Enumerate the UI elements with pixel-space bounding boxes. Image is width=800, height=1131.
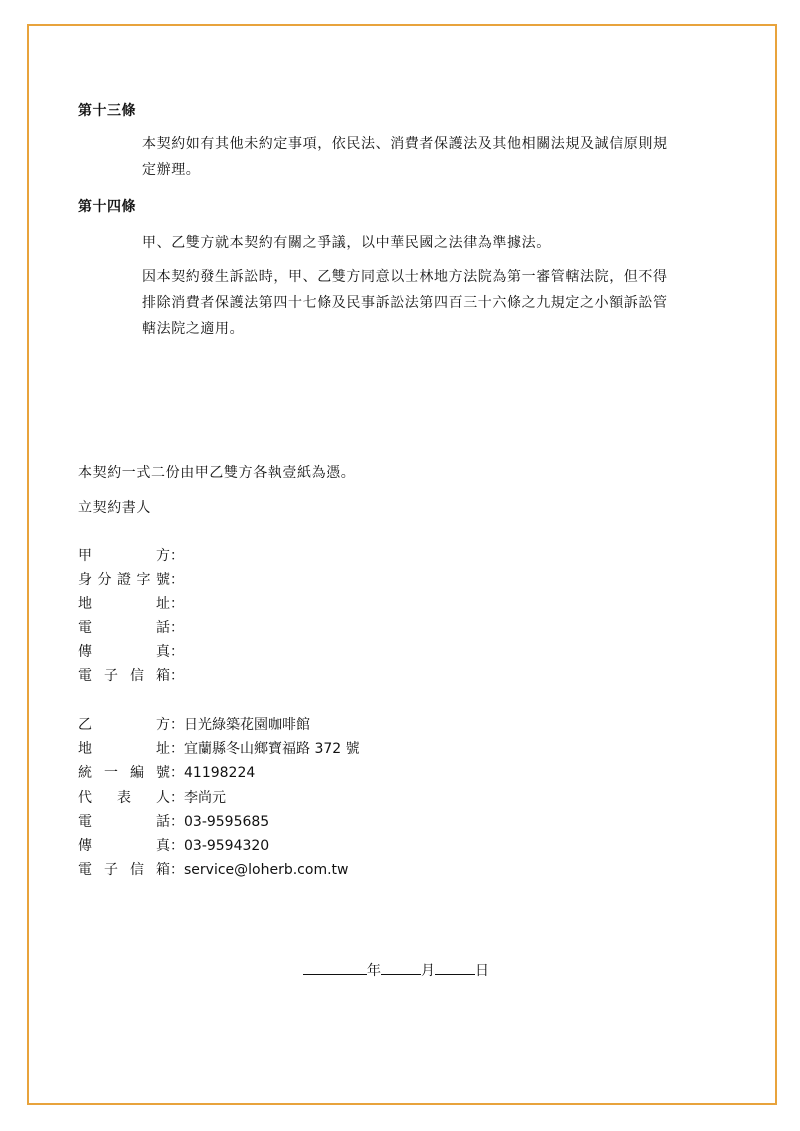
year-blank[interactable] bbox=[303, 958, 367, 975]
party-b-phone-label: 電話 bbox=[78, 814, 170, 830]
party-b-address-value: 宜蘭縣冬山鄉寶福路 372 號 bbox=[184, 741, 360, 757]
party-a-row-address bbox=[78, 592, 184, 616]
article-13-line-2: 定辦理。 bbox=[142, 162, 201, 178]
article-14-p2-line-1: 因本契約發生訴訟時，甲、乙雙方同意以士林地方法院為第一審管轄法院，但不得 bbox=[142, 269, 668, 285]
party-b-row-address bbox=[78, 737, 360, 761]
party-b-phone-value: 03-9595685 bbox=[184, 814, 270, 830]
party-a-row-id bbox=[78, 568, 184, 592]
party-a-phone-label: 電話 bbox=[78, 620, 170, 636]
party-b-fax-colon: ： bbox=[170, 838, 184, 854]
party-a-id-colon: ： bbox=[170, 572, 184, 588]
party-a-label: 甲方 bbox=[78, 548, 170, 564]
copies-statement: 本契約一式二份由甲乙雙方各執壹紙為憑。 bbox=[78, 465, 356, 481]
article-14-heading: 第十四條 bbox=[78, 199, 136, 215]
party-b-address-label: 地址 bbox=[78, 741, 170, 757]
party-b-value: 日光綠築花園咖啡館 bbox=[184, 717, 310, 733]
party-b-representative-label: 代表人 bbox=[78, 790, 170, 806]
party-a-row-fax bbox=[78, 640, 184, 664]
party-b-phone-colon: ： bbox=[170, 814, 184, 830]
party-b-representative-colon: ： bbox=[170, 790, 184, 806]
party-b-row-phone bbox=[78, 810, 269, 834]
article-14-p2-line-3: 轄法院之適用。 bbox=[142, 321, 245, 337]
party-b-address-colon: ： bbox=[170, 741, 184, 757]
party-a-address-colon: ： bbox=[170, 596, 184, 612]
article-14-p1-line-1: 甲、乙雙方就本契約有關之爭議，以中華民國之法律為準據法。 bbox=[142, 235, 551, 251]
party-b-tax-id-colon: ： bbox=[170, 765, 184, 781]
party-b-tax-id-label: 統一編號 bbox=[78, 765, 170, 781]
day-blank[interactable] bbox=[435, 958, 475, 975]
party-a-colon: ： bbox=[170, 548, 184, 564]
party-b-email-value: service@loherb.com.tw bbox=[184, 862, 349, 878]
article-13-line-1: 本契約如有其他未約定事項，依民法、消費者保護法及其他相關法規及誠信原則規 bbox=[142, 136, 668, 152]
party-b-colon: ： bbox=[170, 717, 184, 733]
party-a-fax-colon: ： bbox=[170, 644, 184, 660]
party-a-email-colon: ： bbox=[170, 668, 184, 684]
party-b-representative-value: 李尚元 bbox=[184, 790, 226, 806]
month-label: 月 bbox=[421, 963, 435, 979]
party-a-row-email bbox=[78, 664, 184, 688]
party-a-fax-label: 傳真 bbox=[78, 644, 170, 660]
party-a-row-party bbox=[78, 544, 184, 568]
party-a-phone-colon: ： bbox=[170, 620, 184, 636]
party-b-fax-value: 03-9594320 bbox=[184, 838, 270, 854]
year-label: 年 bbox=[367, 963, 381, 979]
party-b-row-tax-id bbox=[78, 761, 255, 785]
party-b-email-label: 電子信箱 bbox=[78, 862, 170, 878]
party-a-email-label: 電子信箱 bbox=[78, 668, 170, 684]
party-a-row-phone bbox=[78, 616, 184, 640]
party-b-row-party bbox=[78, 713, 310, 737]
date-line bbox=[303, 958, 489, 982]
day-label: 日 bbox=[475, 963, 489, 979]
article-14-paragraph-1 bbox=[142, 230, 551, 256]
party-b-row-representative bbox=[78, 786, 226, 810]
party-b-label: 乙方 bbox=[78, 717, 170, 733]
party-b-tax-id-value: 41198224 bbox=[184, 765, 256, 781]
party-a-id-label: 身分證字號 bbox=[78, 572, 170, 588]
article-13-heading: 第十三條 bbox=[78, 103, 136, 119]
party-b-email-colon: ： bbox=[170, 862, 184, 878]
party-b-row-fax bbox=[78, 834, 269, 858]
party-a-address-label: 地址 bbox=[78, 596, 170, 612]
signatories-label: 立契約書人 bbox=[78, 500, 151, 516]
article-13-paragraph bbox=[142, 131, 668, 183]
party-b-fax-label: 傳真 bbox=[78, 838, 170, 854]
article-14-p2-line-2: 排除消費者保護法第四十七條及民事訴訟法第四百三十六條之九規定之小額訴訟管 bbox=[142, 295, 668, 311]
article-14-paragraph-2 bbox=[142, 264, 668, 342]
month-blank[interactable] bbox=[381, 958, 421, 975]
party-b-row-email bbox=[78, 858, 348, 882]
